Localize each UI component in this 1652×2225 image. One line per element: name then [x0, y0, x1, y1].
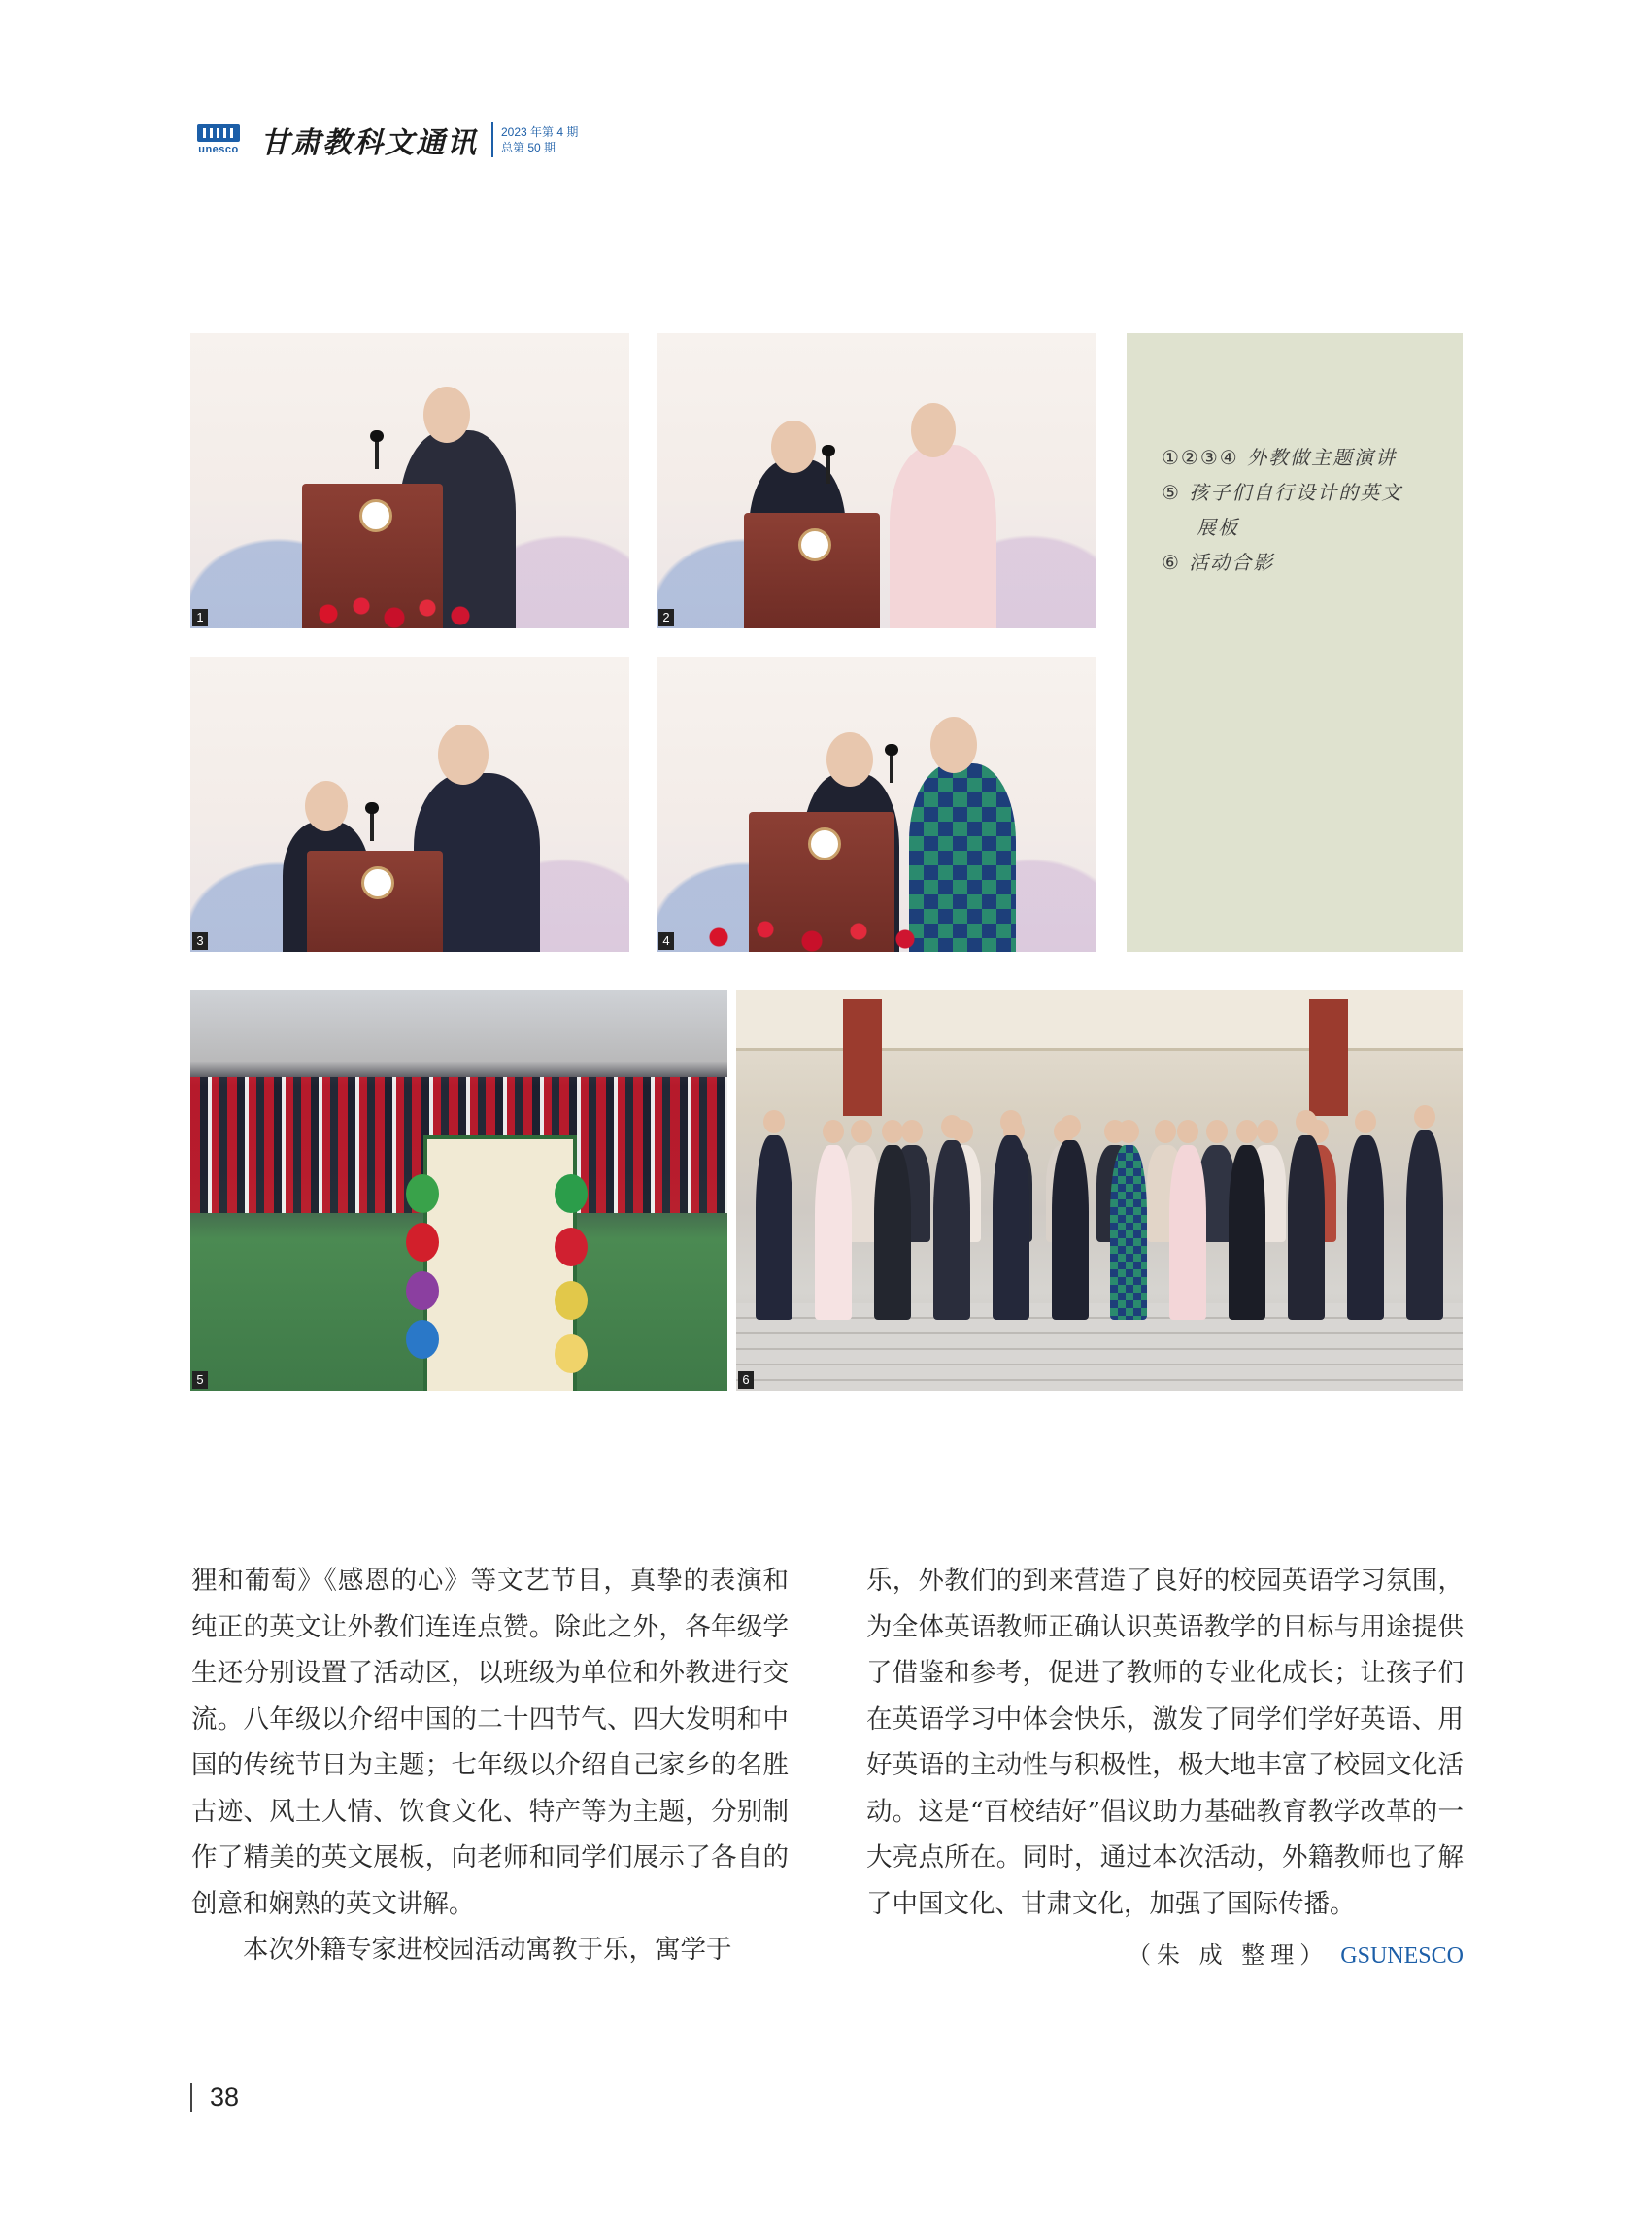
person	[874, 1145, 911, 1320]
podium	[307, 851, 443, 952]
person	[1110, 1145, 1147, 1320]
article-signature	[866, 1933, 1464, 1980]
school-emblem-icon	[361, 866, 394, 899]
page-number: 38	[210, 2082, 240, 2111]
photo-number: 1	[192, 609, 208, 626]
balloon-icon	[555, 1228, 588, 1266]
photo-4-speakers	[657, 657, 1096, 952]
caption-line: ⑥ 活动合影	[1162, 551, 1275, 574]
person	[815, 1145, 852, 1320]
photo-1-speaker	[190, 333, 629, 628]
photo-number: 3	[192, 932, 208, 950]
article-paragraph: 本次外籍专家进校园活动寓教于乐，寓学于	[243, 1935, 732, 1965]
article-paragraph: 乐，外教们的到来营造了良好的校园英语学习氛围，为全体英语教师正确认识英语教学的目标与用途提供了借鉴和参考，促进了教师的专业化成长；让孩子们在英语学习中体会快乐，激发了同学们学好英语、用好英语的主动性与积极性，极大地丰富了校园文化活动。这是“百校结好”倡议助力基础教育教学改革的一大亮点所在。同时，通过本次活动，外籍教师也了解了中国文化、甘肃文化，加强了国际传播。	[866, 1566, 1464, 1919]
person	[1347, 1135, 1384, 1320]
speaker-head	[911, 403, 956, 457]
speaker-head	[438, 725, 489, 785]
issue-total: 总第 50 期	[501, 141, 556, 154]
balloon-icon	[555, 1281, 588, 1320]
photo-number: 4	[658, 932, 674, 950]
microphone-icon	[375, 440, 379, 469]
photo-caption-box	[1127, 333, 1463, 952]
caption-list	[1162, 440, 1453, 580]
issue-number: 2023 年第 4 期	[501, 125, 579, 139]
person	[756, 1135, 792, 1320]
person	[933, 1140, 970, 1320]
balloon-icon	[406, 1320, 439, 1359]
photo-number: 2	[658, 609, 674, 626]
issue-info	[501, 124, 578, 155]
podium	[744, 513, 880, 628]
unesco-temple-icon	[197, 124, 240, 142]
person	[993, 1135, 1029, 1320]
caption-line: ①②③④ 外教做主题演讲	[1162, 446, 1398, 469]
person	[1406, 1130, 1443, 1320]
person	[1052, 1140, 1089, 1320]
microphone-icon	[826, 455, 830, 484]
school-emblem-icon	[359, 499, 392, 532]
microphone-icon	[890, 754, 893, 783]
balloon-icon	[555, 1174, 588, 1213]
interpreter-head	[826, 732, 873, 787]
photo-6-group-photo	[736, 990, 1463, 1391]
photo-3-speakers	[190, 657, 629, 952]
editor-credit: （朱 成 整理）	[1128, 1941, 1330, 1969]
masthead-divider	[491, 122, 493, 157]
balloon-icon	[406, 1271, 439, 1310]
caption-line: 展板	[1197, 516, 1239, 539]
footer-divider	[190, 2083, 192, 2112]
unesco-logo-text: unesco	[198, 144, 239, 155]
photo-2-speakers	[657, 333, 1096, 628]
brand-mark: GSUNESCO	[1340, 1943, 1464, 1969]
unesco-logo	[190, 123, 247, 156]
microphone-icon	[370, 812, 374, 841]
article-paragraph: 狸和葡萄》《感恩的心》等文艺节目，真挚的表演和纯正的英文让外教们连连点赞。除此之外，各年级学生还分别设置了活动区，以班级为单位和外教进行交流。八年级以介绍中国的二十四节气、四大发明和中国的传统节日为主题；七年级以介绍自己家乡的名胜古迹、风土人情、饮食文化、特产等为主题，分别制作了精美的英文展板，向老师和同学们展示了各自的创意和娴熟的英文讲解。	[191, 1566, 789, 1919]
page-footer	[190, 2082, 239, 2112]
speaker-head	[930, 717, 977, 773]
person	[1169, 1145, 1206, 1320]
journal-title: 甘肃教科文通讯	[260, 126, 478, 160]
school-emblem-icon	[798, 528, 831, 561]
person	[1229, 1145, 1265, 1320]
caption-line: ⑤ 孩子们自行设计的英文	[1162, 481, 1403, 504]
balloon-icon	[555, 1334, 588, 1373]
speaker-figure	[890, 445, 996, 628]
school-emblem-icon	[808, 827, 841, 860]
interpreter-head	[771, 421, 816, 473]
flower-decoration	[695, 914, 928, 952]
speaker-head	[423, 387, 470, 443]
photo-number: 5	[192, 1371, 208, 1389]
article-column-left	[191, 1558, 789, 1973]
article-column-right	[866, 1558, 1464, 1980]
flower-decoration	[312, 590, 477, 628]
balloon-icon	[406, 1223, 439, 1262]
front-row	[756, 1174, 1443, 1320]
balloon-icon	[406, 1174, 439, 1213]
interpreter-head	[305, 781, 348, 831]
person	[1288, 1135, 1325, 1320]
masthead	[190, 120, 578, 159]
photo-5-english-display-board	[190, 990, 727, 1391]
photo-number: 6	[738, 1371, 754, 1389]
